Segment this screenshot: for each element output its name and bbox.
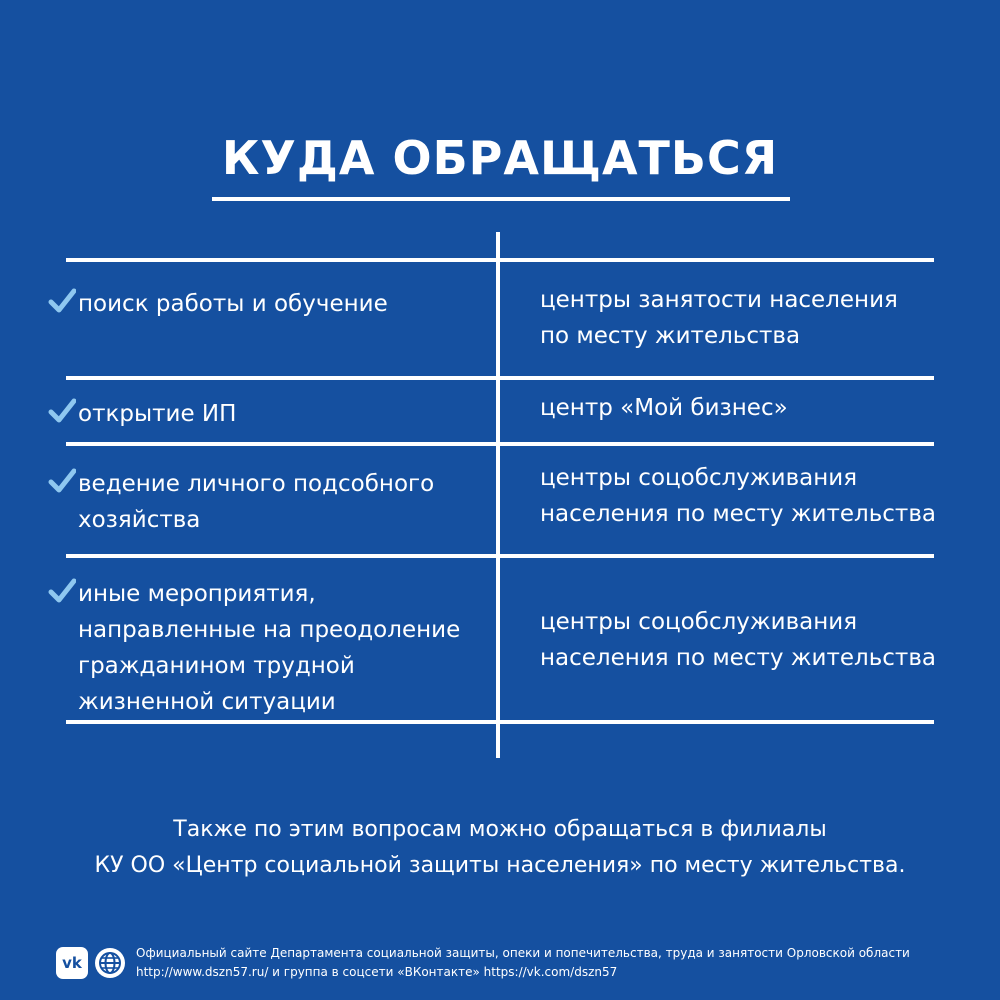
destination-line: центр «Мой бизнес» bbox=[540, 395, 788, 421]
table-row-divider bbox=[66, 376, 934, 380]
table-row-divider bbox=[66, 554, 934, 558]
footer-text bbox=[136, 944, 910, 982]
title-underline bbox=[212, 197, 790, 201]
table-column-divider bbox=[496, 232, 500, 758]
topic-line: поиск работы и обучение bbox=[78, 291, 388, 317]
destination-line: центры соцобслуживания bbox=[540, 609, 858, 635]
check-icon bbox=[48, 468, 76, 494]
footer bbox=[56, 944, 976, 982]
table-row-divider bbox=[66, 720, 934, 724]
check-icon bbox=[48, 288, 76, 314]
table-row-destination bbox=[540, 460, 980, 532]
info-note bbox=[0, 812, 1000, 884]
table-row-topic bbox=[48, 576, 488, 720]
footer-line[interactable]: http://www.dszn57.ru/ и группа в соцсети «ВКонтакте» https://vk.com/dszn57 bbox=[136, 965, 618, 979]
table-row-divider bbox=[66, 258, 934, 262]
topic-line: направленные на преодоление bbox=[78, 617, 461, 643]
check-icon bbox=[48, 398, 76, 424]
topic-line: гражданином трудной bbox=[78, 653, 355, 679]
table-row-topic bbox=[48, 396, 488, 432]
destination-line: населения по месту жительства bbox=[540, 645, 936, 671]
vk-icon[interactable]: vk bbox=[56, 947, 88, 979]
destination-line: центры соцобслуживания bbox=[540, 465, 858, 491]
destination-line: по месту жительства bbox=[540, 323, 801, 349]
destination-line: центры занятости населения bbox=[540, 287, 898, 313]
info-note-line: КУ ОО «Центр социальной защиты населения» по месту жительства. bbox=[94, 853, 906, 878]
globe-icon[interactable] bbox=[94, 947, 126, 979]
table-row-destination bbox=[540, 282, 980, 354]
table-row-divider bbox=[66, 442, 934, 446]
topic-line: иные мероприятия, bbox=[78, 581, 316, 607]
table-row-destination bbox=[540, 390, 980, 426]
footer-line: Официальный сайте Департамента социальной защиты, опеки и попечительства, труда и занятости Орловской области bbox=[136, 946, 910, 960]
topic-line: ведение личного подсобного bbox=[78, 471, 435, 497]
destination-line: населения по месту жительства bbox=[540, 501, 936, 527]
topic-line: открытие ИП bbox=[78, 401, 237, 427]
topic-line: жизненной ситуации bbox=[78, 689, 336, 715]
table-row-topic bbox=[48, 466, 488, 538]
footer-icons bbox=[56, 947, 126, 979]
info-note-line: Также по этим вопросам можно обращаться в филиалы bbox=[173, 817, 827, 842]
check-icon bbox=[48, 578, 76, 604]
table-row-destination bbox=[540, 604, 980, 676]
topic-line: хозяйства bbox=[78, 507, 201, 533]
page-title: КУДА ОБРАЩАТЬСЯ bbox=[221, 131, 779, 185]
table-row-topic bbox=[48, 286, 488, 322]
